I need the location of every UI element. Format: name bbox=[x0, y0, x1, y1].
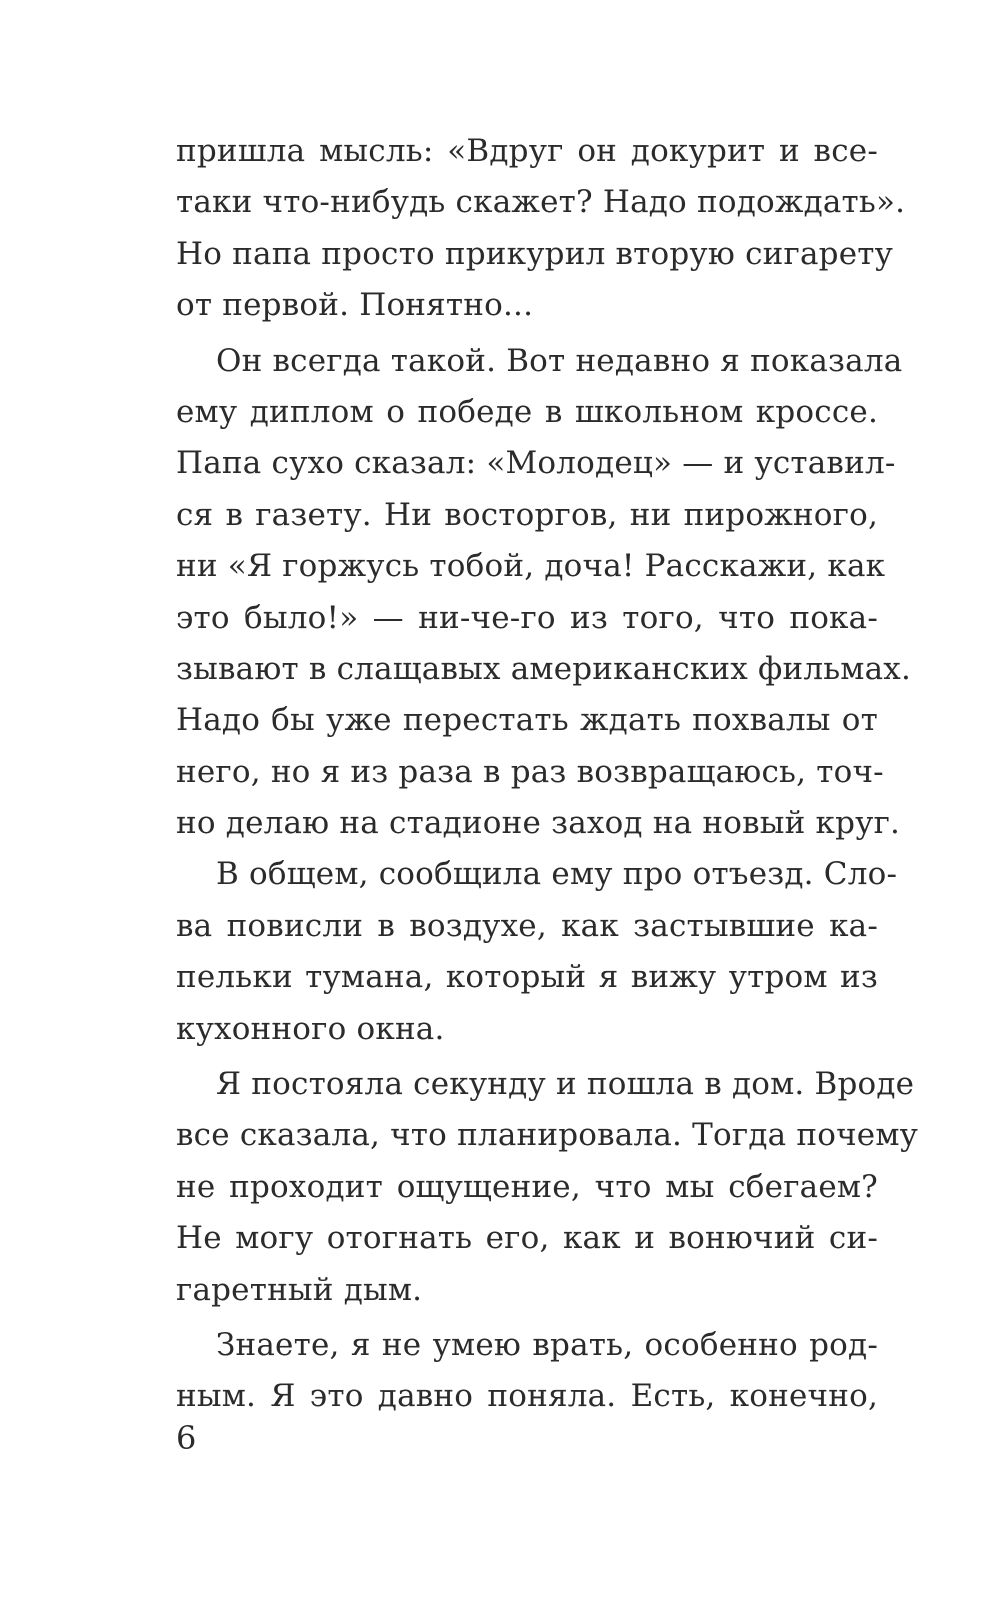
text-line: Надо бы уже перестать ждать похвалы от bbox=[176, 702, 878, 739]
text-line: пришла мысль: «Вдруг он докурит и все- bbox=[176, 133, 878, 169]
text-line: таки что-нибудь скажет? Надо подождать». bbox=[176, 184, 906, 221]
page-number: 6 bbox=[176, 1419, 197, 1457]
text-line: Он всегда такой. Вот недавно я показала bbox=[216, 342, 903, 379]
text-line: это было!» — ни-че-го из того, что пока- bbox=[176, 599, 878, 636]
text-line: Но папа просто прикурил вторую сигарету bbox=[176, 235, 894, 272]
text-line: Не могу отогнать его, как и вонючий си- bbox=[176, 1220, 878, 1257]
text-line: ни «Я горжусь тобой, доча! Расскажи, как bbox=[176, 548, 886, 585]
text-line: Папа сухо сказал: «Молодец» — и уставил- bbox=[176, 445, 896, 482]
text-line: не проходит ощущение, что мы сбегаем? bbox=[176, 1168, 878, 1205]
body-text bbox=[176, 126, 919, 1423]
text-line: но делаю на стадионе заход на новый круг. bbox=[176, 805, 901, 842]
text-line: ся в газету. Ни восторгов, ни пирожного, bbox=[176, 496, 878, 533]
text-line: кухонного окна. bbox=[176, 1010, 445, 1047]
text-line: Знаете, я не умею врать, особенно род- bbox=[216, 1326, 878, 1363]
text-line: В общем, сообщила ему про отъезд. Сло- bbox=[216, 856, 898, 893]
text-line: ва повисли в воздухе, как застывшие ка- bbox=[176, 907, 878, 944]
text-line: ным. Я это давно поняла. Есть, конечно, bbox=[176, 1378, 878, 1415]
text-line: зывают в слащавых американских фильмах. bbox=[176, 650, 912, 687]
text-line: Я постояла секунду и пошла в дом. Вроде bbox=[216, 1066, 915, 1103]
text-line: гаретный дым. bbox=[176, 1271, 423, 1308]
text-line: все сказала, что планировала. Тогда почему bbox=[176, 1117, 919, 1154]
text-line: него, но я из раза в раз возвращаюсь, точ- bbox=[176, 753, 884, 790]
text-line: пельки тумана, который я вижу утром из bbox=[176, 959, 878, 996]
text-line: ему диплом о победе в школьном кроссе. bbox=[176, 393, 878, 430]
text-line: от первой. Понятно... bbox=[176, 287, 534, 324]
